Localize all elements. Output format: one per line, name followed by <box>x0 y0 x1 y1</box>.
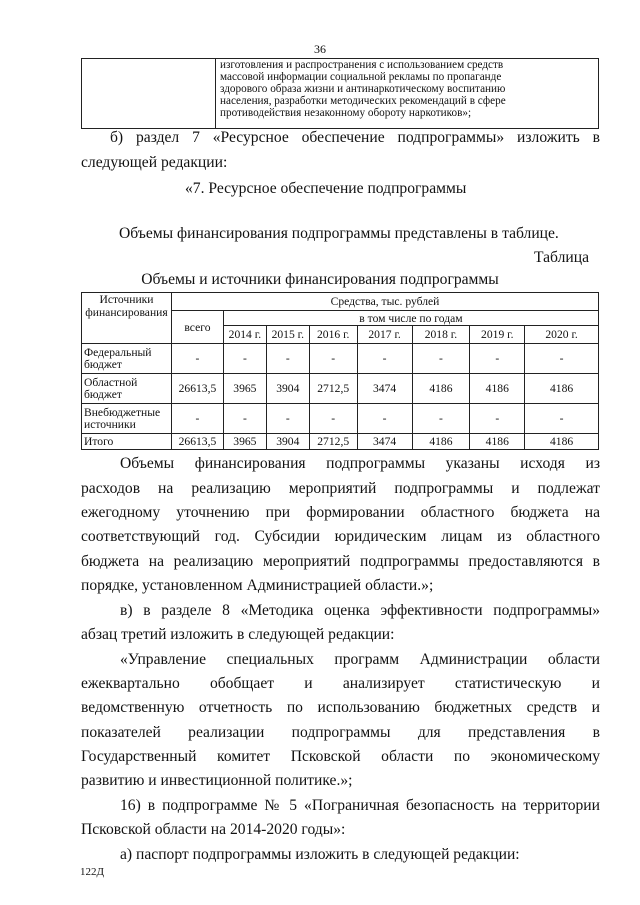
volumes-intro: Объемы финансирования подпрограммы представлены в таблице. <box>119 225 559 242</box>
row-name: Внебюджетные источники <box>82 404 172 434</box>
cell: 2712,5 <box>309 434 357 450</box>
para-management-line: «Управление специальных программ Администрации области <box>120 651 600 668</box>
cell: - <box>412 404 470 434</box>
para-volumes-line: ежегодному уточнению при формировании областного бюджета на <box>81 504 600 521</box>
para-volumes-line: бюджета на реализацию мероприятий подпрограммы предоставляются в <box>81 553 600 570</box>
cell: - <box>171 344 223 374</box>
section-b-line: б) раздел 7 «Ресурсное обеспечение подпрограммы» изложить в <box>110 129 600 146</box>
continuation-table <box>81 58 599 129</box>
year-header: 2015 г. <box>266 326 309 344</box>
cell: 3904 <box>266 374 309 404</box>
cell: 4186 <box>470 374 525 404</box>
item-16-line: 16) в подпрограмме № 5 «Пограничная безопасность на территории <box>120 797 600 814</box>
continuation-line: массовой информации социальной рекламы по пропаганде <box>220 71 502 83</box>
cell: 3474 <box>357 374 412 404</box>
cell: - <box>412 344 470 374</box>
row-name: Федеральный бюджет <box>82 344 172 374</box>
source-header: Источники финансирования <box>82 293 172 344</box>
para-management-line: ежеквартально обобщает и анализирует статистическую и <box>81 675 600 692</box>
cell: 26613,5 <box>171 374 223 404</box>
para-management-line: ведомственную отчетность по использованию бюджетных средств и <box>81 699 600 716</box>
table-label: Таблица <box>534 249 589 266</box>
continuation-line: здорового образа жизни и антинаркотическому воспитанию <box>220 83 506 95</box>
table-row <box>82 434 599 450</box>
para-volumes-line: соответствующий год. Субсидии юридическим лицам из областного <box>81 528 600 545</box>
year-header: 2017 г. <box>357 326 412 344</box>
continuation-cell <box>216 59 599 129</box>
table-title: Объемы и источники финансирования подпрограммы <box>141 271 499 288</box>
cell: 4186 <box>470 434 525 450</box>
section-v-line: абзац третий изложить в следующей редакции: <box>81 626 395 643</box>
para-management-line: показателей реализации подпрограммы для представления в <box>81 724 600 741</box>
year-header: 2014 г. <box>223 326 266 344</box>
cell: 4186 <box>412 374 470 404</box>
row-name: Итого <box>82 434 172 450</box>
cell: 4186 <box>412 434 470 450</box>
section-b-line: следующей редакции: <box>81 154 228 171</box>
cell: 2712,5 <box>309 374 357 404</box>
section-7-heading: «7. Ресурсное обеспечение подпрограммы <box>185 180 467 197</box>
year-header: 2018 г. <box>412 326 470 344</box>
para-management-line: Государственный комитет Псковской области по экономическому <box>81 748 600 765</box>
cell: - <box>470 404 525 434</box>
cell: - <box>309 404 357 434</box>
cell: - <box>525 344 599 374</box>
section-v-line: в) в разделе 8 «Методика оценка эффективности подпрограммы» <box>120 602 600 619</box>
cell: 3965 <box>223 434 266 450</box>
cell: - <box>525 404 599 434</box>
funds-header: Средства, тыс. рублей <box>171 293 598 311</box>
cell: - <box>309 344 357 374</box>
para-management-line: развитию и инвестиционной политике.»; <box>81 772 353 789</box>
cell: - <box>171 404 223 434</box>
cell: 26613,5 <box>171 434 223 450</box>
cell: 3474 <box>357 434 412 450</box>
table-row <box>82 404 599 434</box>
total-header: всего <box>171 311 223 344</box>
item-a-line: а) паспорт подпрограммы изложить в следующей редакции: <box>120 846 520 863</box>
cell: - <box>470 344 525 374</box>
cell: - <box>266 404 309 434</box>
continuation-line: населения, разработки методических рекомендаций в сфере <box>220 95 506 107</box>
cell: 3904 <box>266 434 309 450</box>
table-row <box>82 344 599 374</box>
cell: - <box>357 404 412 434</box>
page-number: 36 <box>314 42 326 56</box>
empty-cell <box>82 59 216 129</box>
continuation-line: изготовления и распространения с использованием средств <box>220 59 504 71</box>
table-row <box>82 374 599 404</box>
cell: 3965 <box>223 374 266 404</box>
financing-table <box>81 292 599 450</box>
cell: 4186 <box>525 434 599 450</box>
footer-code: 122Д <box>80 866 105 878</box>
row-name: Областной бюджет <box>82 374 172 404</box>
para-volumes-line: расходов на реализацию мероприятий подпрограммы и подлежат <box>81 480 600 497</box>
continuation-line: противодействия незаконному обороту наркотиков»; <box>220 107 472 119</box>
year-header: 2016 г. <box>309 326 357 344</box>
para-volumes-line: порядке, установленном Администрацией области.»; <box>81 577 434 594</box>
cell: - <box>223 404 266 434</box>
item-16-line: Псковской области на 2014-2020 годы»: <box>81 821 346 838</box>
para-volumes-line: Объемы финансирования подпрограммы указаны исходя из <box>120 455 600 472</box>
year-header: 2020 г. <box>525 326 599 344</box>
cell: - <box>357 344 412 374</box>
cell: - <box>223 344 266 374</box>
year-header: 2019 г. <box>470 326 525 344</box>
by-year-header: в том числе по годам <box>223 311 598 326</box>
cell: - <box>266 344 309 374</box>
cell: 4186 <box>525 374 599 404</box>
